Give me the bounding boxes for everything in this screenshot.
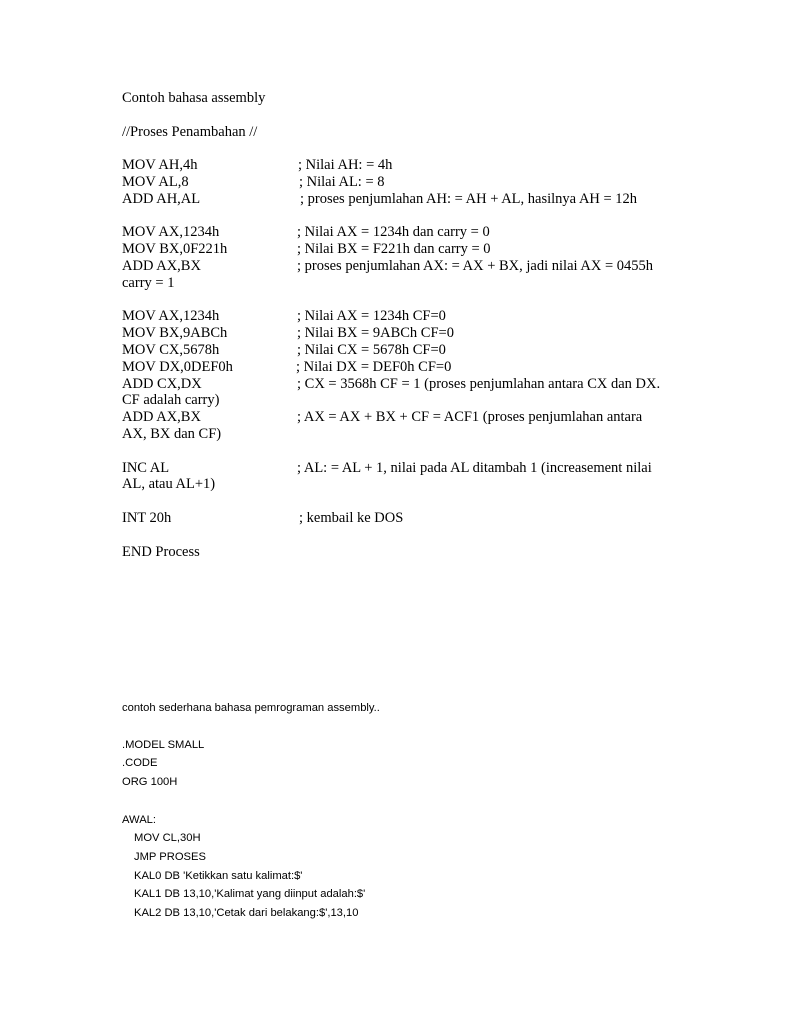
code-line: KAL1 DB 13,10,'Kalimat yang diinput adalah:$': [134, 888, 366, 900]
code-comment: ; proses penjumlahan AH: = AH + AL, hasilnya AH = 12h: [300, 191, 638, 207]
code-line: KAL2 DB 13,10,'Cetak dari belakang:$',13,10: [134, 907, 359, 919]
wrapped-comment: carry = 1: [122, 275, 175, 291]
code-line: MOV AH,4h: [122, 157, 198, 173]
code-comment: ; Nilai AX = 1234h dan carry = 0: [297, 224, 490, 240]
code-line: MOV AX,1234h: [122, 224, 220, 240]
code-line: ADD AH,AL: [122, 191, 201, 207]
code-comment: ; Nilai BX = 9ABCh CF=0: [297, 325, 454, 341]
code-line: ADD AX,BX: [122, 258, 201, 274]
section-title: contoh sederhana bahasa pemrograman assembly..: [122, 702, 380, 714]
code-comment: ; Nilai AH: = 4h: [298, 157, 393, 173]
code-line: END Process: [122, 544, 200, 560]
directive-line: ORG 100H: [122, 776, 178, 788]
wrapped-comment: AL, atau AL+1): [122, 476, 216, 492]
code-line: MOV DX,0DEF0h: [122, 359, 233, 375]
code-line: MOV AX,1234h: [122, 308, 220, 324]
wrapped-comment: CF adalah carry): [122, 392, 220, 408]
code-comment: ; kembail ke DOS: [299, 510, 404, 526]
code-line: MOV CL,30H: [134, 832, 201, 844]
code-comment: ; Nilai AL: = 8: [299, 174, 385, 190]
code-line: ADD CX,DX: [122, 376, 202, 392]
directive-line: .CODE: [122, 757, 158, 769]
code-line: MOV CX,5678h: [122, 342, 220, 358]
code-comment: ; Nilai BX = F221h dan carry = 0: [297, 241, 491, 257]
wrapped-comment: AX, BX dan CF): [122, 426, 222, 442]
code-comment: ; Nilai DX = DEF0h CF=0: [296, 359, 452, 375]
code-line: INT 20h: [122, 510, 172, 526]
code-comment: ; AL: = AL + 1, nilai pada AL ditambah 1 (increasement nilai: [297, 460, 652, 476]
label-line: AWAL:: [122, 814, 156, 826]
code-line: KAL0 DB 'Ketikkan satu kalimat:$': [134, 870, 303, 882]
code-line: INC AL: [122, 460, 170, 476]
code-comment: ; Nilai AX = 1234h CF=0: [297, 308, 446, 324]
code-line: MOV BX,0F221h: [122, 241, 228, 257]
code-line: MOV AL,8: [122, 174, 189, 190]
code-line: MOV BX,9ABCh: [122, 325, 228, 341]
doc-title: Contoh bahasa assembly: [122, 90, 266, 106]
directive-line: .MODEL SMALL: [122, 739, 205, 751]
section-comment: //Proses Penambahan //: [122, 124, 258, 140]
code-line: JMP PROSES: [134, 851, 206, 863]
code-line: ADD AX,BX: [122, 409, 201, 425]
code-comment: ; proses penjumlahan AX: = AX + BX, jadi nilai AX = 0455h: [297, 258, 653, 274]
code-comment: ; CX = 3568h CF = 1 (proses penjumlahan antara CX dan DX.: [297, 376, 661, 392]
code-comment: ; Nilai CX = 5678h CF=0: [297, 342, 446, 358]
code-comment: ; AX = AX + BX + CF = ACF1 (proses penjumlahan antara: [297, 409, 643, 425]
